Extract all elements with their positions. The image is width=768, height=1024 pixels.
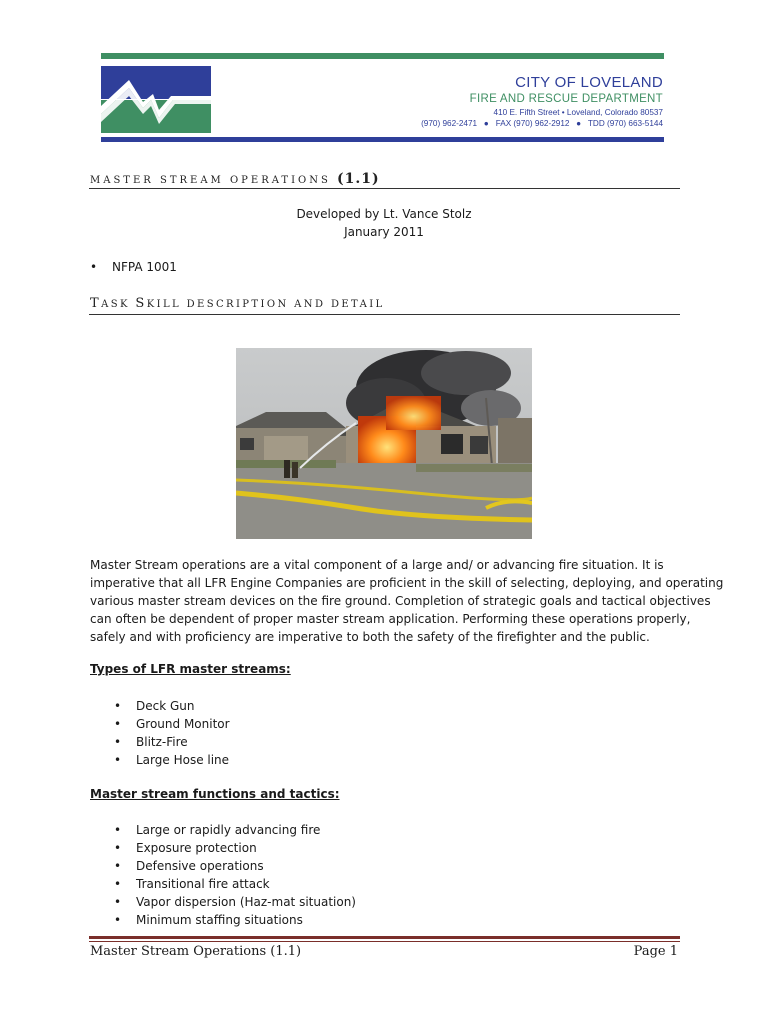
letterhead-top-bar	[101, 53, 664, 59]
footer-rule-thin	[89, 941, 680, 942]
intro-paragraph	[90, 556, 724, 646]
bullet-icon: •	[114, 841, 122, 855]
document-version: (1.1)	[337, 171, 380, 187]
functions-list	[114, 821, 356, 929]
date-credit: January 2011	[344, 225, 424, 239]
paragraph-line: can often be dependent of proper master stream application. Performing these operations properly,	[90, 612, 691, 626]
letterhead-department: FIRE AND RESCUE DEPARTMENT	[469, 93, 663, 105]
bullet-separator-icon: ●	[576, 119, 582, 128]
list-item	[114, 839, 356, 857]
types-heading: Types of LFR master streams:	[90, 662, 291, 676]
bullet-icon: •	[114, 699, 122, 713]
list-item-text: Exposure protection	[136, 841, 257, 855]
list-item	[114, 821, 356, 839]
task-heading-part2: KILL DESCRIPTION AND DETAIL	[146, 299, 385, 310]
paragraph-line: Master Stream operations are a vital component of a large and/ or advancing fire situation. It is	[90, 558, 664, 572]
task-heading-cap-s: S	[135, 296, 147, 311]
footer-title: Master Stream Operations (1.1)	[90, 944, 302, 959]
list-item	[114, 715, 230, 733]
list-item-text: Defensive operations	[136, 859, 264, 873]
letterhead-phone: (970) 962-2471	[421, 119, 478, 128]
bullet-icon: •	[114, 823, 122, 837]
standard-bullet	[90, 260, 177, 274]
bullet-icon: •	[114, 895, 122, 909]
bullet-icon: •	[114, 913, 122, 927]
letterhead-tdd: TDD (970) 663-5144	[587, 119, 663, 128]
letterhead-phones	[421, 119, 663, 128]
paragraph-line: imperative that all LFR Engine Companies are proficient in the skill of selecting, deploying, and operating	[90, 576, 724, 590]
types-list	[114, 697, 230, 769]
title-divider	[89, 188, 680, 189]
bullet-icon: •	[114, 717, 122, 731]
list-item	[114, 893, 356, 911]
task-heading-cap-t: T	[90, 296, 102, 311]
list-item-text: Deck Gun	[136, 699, 195, 713]
list-item-text: Ground Monitor	[136, 717, 230, 731]
list-item	[114, 857, 356, 875]
letterhead-city: CITY OF LOVELAND	[515, 74, 663, 91]
list-item	[114, 911, 356, 929]
loveland-logo-icon	[101, 66, 211, 133]
letterhead-bottom-bar	[101, 137, 664, 142]
list-item-text: Large Hose line	[136, 753, 230, 767]
task-divider	[89, 314, 680, 315]
bullet-icon: •	[114, 753, 122, 767]
footer-page-number: Page 1	[633, 944, 678, 959]
author-credit: Developed by Lt. Vance Stolz	[296, 207, 472, 221]
list-item	[114, 751, 230, 769]
list-item-text: Large or rapidly advancing fire	[136, 823, 321, 837]
footer-rule-thick	[89, 936, 680, 939]
list-item	[114, 875, 356, 893]
list-item-text: Transitional fire attack	[136, 877, 270, 891]
bullet-icon: •	[90, 260, 98, 274]
paragraph-line: safely and with proficiency are imperative to both the safety of the firefighter and the public.	[90, 630, 650, 644]
paragraph-line: various master stream devices on the fire ground. Completion of strategic goals and tactical objectives	[90, 594, 711, 608]
list-item	[114, 697, 230, 715]
functions-heading: Master stream functions and tactics:	[90, 787, 340, 801]
letterhead-address: 410 E. Fifth Street • Loveland, Colorado 80537	[493, 108, 663, 117]
bullet-icon: •	[114, 735, 122, 749]
list-item-text: Blitz-Fire	[136, 735, 188, 749]
list-item-text: Vapor dispersion (Haz-mat situation)	[136, 895, 356, 909]
bullet-separator-icon: ●	[483, 119, 489, 128]
bullet-icon: •	[114, 859, 122, 873]
list-item-text: Minimum staffing situations	[136, 913, 303, 927]
letterhead-fax: FAX (970) 962-2912	[495, 119, 570, 128]
task-heading	[90, 296, 385, 311]
document-title-text: MASTER STREAM OPERATIONS	[90, 175, 331, 186]
house-fire-photo	[236, 348, 532, 539]
standard-text: NFPA 1001	[112, 260, 177, 274]
list-item	[114, 733, 230, 751]
bullet-icon: •	[114, 877, 122, 891]
document-title	[90, 171, 380, 187]
task-heading-part1: ASK	[101, 299, 136, 310]
